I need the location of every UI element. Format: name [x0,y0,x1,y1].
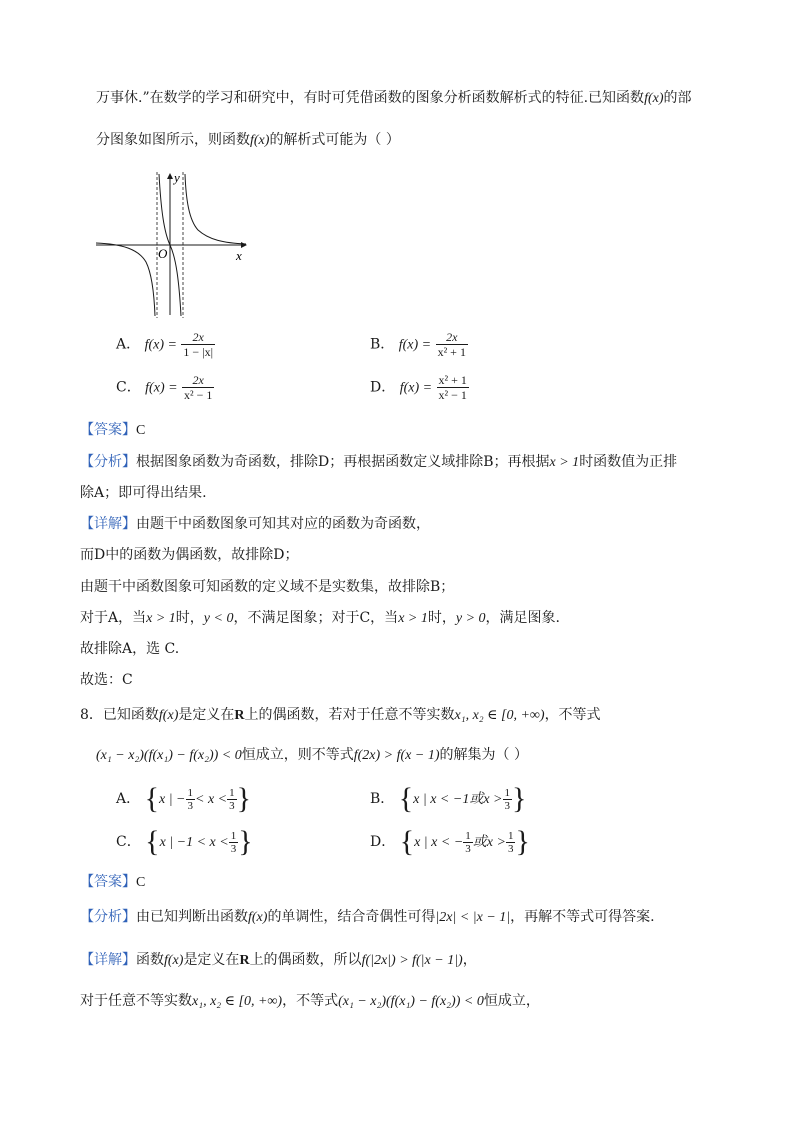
q7-option-d[interactable]: D． f(x) = $\frac{\text{x² + 1}}{\text{x² − 1}}$ [370,373,467,402]
q7-analysis-line1: 【分析】根据图象函数为奇函数，排除D；再根据函数定义域排除B；再根据x > 1时函数值为正排 [80,454,678,470]
q7-stem-line1: 万事休.”在数学的学习和研究中，有时可凭借函数的图象分析函数解析式的特征.已知函数f(x)的部 [96,90,692,106]
q7-answer: 【答案】C [80,422,146,438]
x-axis-label: x [236,248,242,263]
q7-final: 故选：C [80,672,133,688]
q7-option-c[interactable]: C． f(x) = $\frac{2x}{\text{x² − 1}}$ [116,373,213,402]
function-graph [94,170,254,320]
fx-expr: f(x) [644,91,664,106]
q8-stem-line2: (x₁ − x₂)(f(x₁) − f(x₂)) < 0恒成立，则不等式f(2x) > f(x − 1)的解集为（ ） [96,747,528,763]
curve-right-branch [185,174,246,244]
q7-option-b[interactable]: B． f(x) = $\frac{2x}{\text{x² + 1}}$ [370,330,466,359]
q8-analysis: 【分析】由已知判断出函数f(x)的单调性，结合奇偶性可得|2x| < |x − 1|，再解不等式可得答案. [80,909,655,925]
q8-detail-line2: 对于任意不等实数x₁, x₂ ∈ [0, +∞)，不等式(x₁ − x₂)(f(x₁) − f(x₂)) < 0恒成立， [80,993,540,1009]
q8-option-c[interactable]: C． {x | −1 < x < $\frac{1}{3}$ } [116,825,253,858]
q8-option-d[interactable]: D． {x | x < − $\frac{1}{3}$ 或x > $\frac{1}{3}$ } [370,825,530,858]
q7-detail-line2: 而D中的函数为偶函数，故排除D； [80,547,299,563]
q7-stem-line2: 分图象如图所示，则函数f(x)的解析式可能为（ ） [96,132,400,148]
q8-answer: 【答案】C [80,874,146,890]
y-axis-label: y [174,170,180,185]
origin-label: O [158,246,168,261]
q7-detail-line5: 故排除A，选 C. [80,641,180,657]
q8-option-a[interactable]: A． {x | − $\frac{1}{3}$ < x < $\frac{1}{3}$ } [116,782,252,815]
fx-expr: f(x) [250,133,270,148]
q7-analysis-line2: 除A；即可得出结果. [80,485,207,501]
q8-option-b[interactable]: B． {x | x < −1或x > $\frac{1}{3}$ } [370,782,527,815]
q7-detail-line1: 【详解】由题干中函数图象可知其对应的函数为奇函数， [80,516,430,532]
q8-detail-line1: 【详解】函数f(x)是定义在R上的偶函数，所以f(|2x|) > f(|x − 1|)， [80,952,477,968]
q7-option-a[interactable]: A． f(x) = $\frac{2x}{1 - |x|}$ [116,330,213,359]
q7-detail-line4: 对于A，当x > 1时，y < 0，不满足图象；对于C，当x > 1时，y > 0，满足图象. [80,610,560,626]
q7-detail-line3: 由题干中函数图象可知函数的定义域不是实数集，故排除B； [80,579,455,595]
curve-left-branch [96,243,155,316]
q8-stem-line1: 8．已知函数f(x)是定义在R上的偶函数，若对于任意不等实数x₁, x₂ ∈ [0, +∞)，不等式 [80,707,601,723]
